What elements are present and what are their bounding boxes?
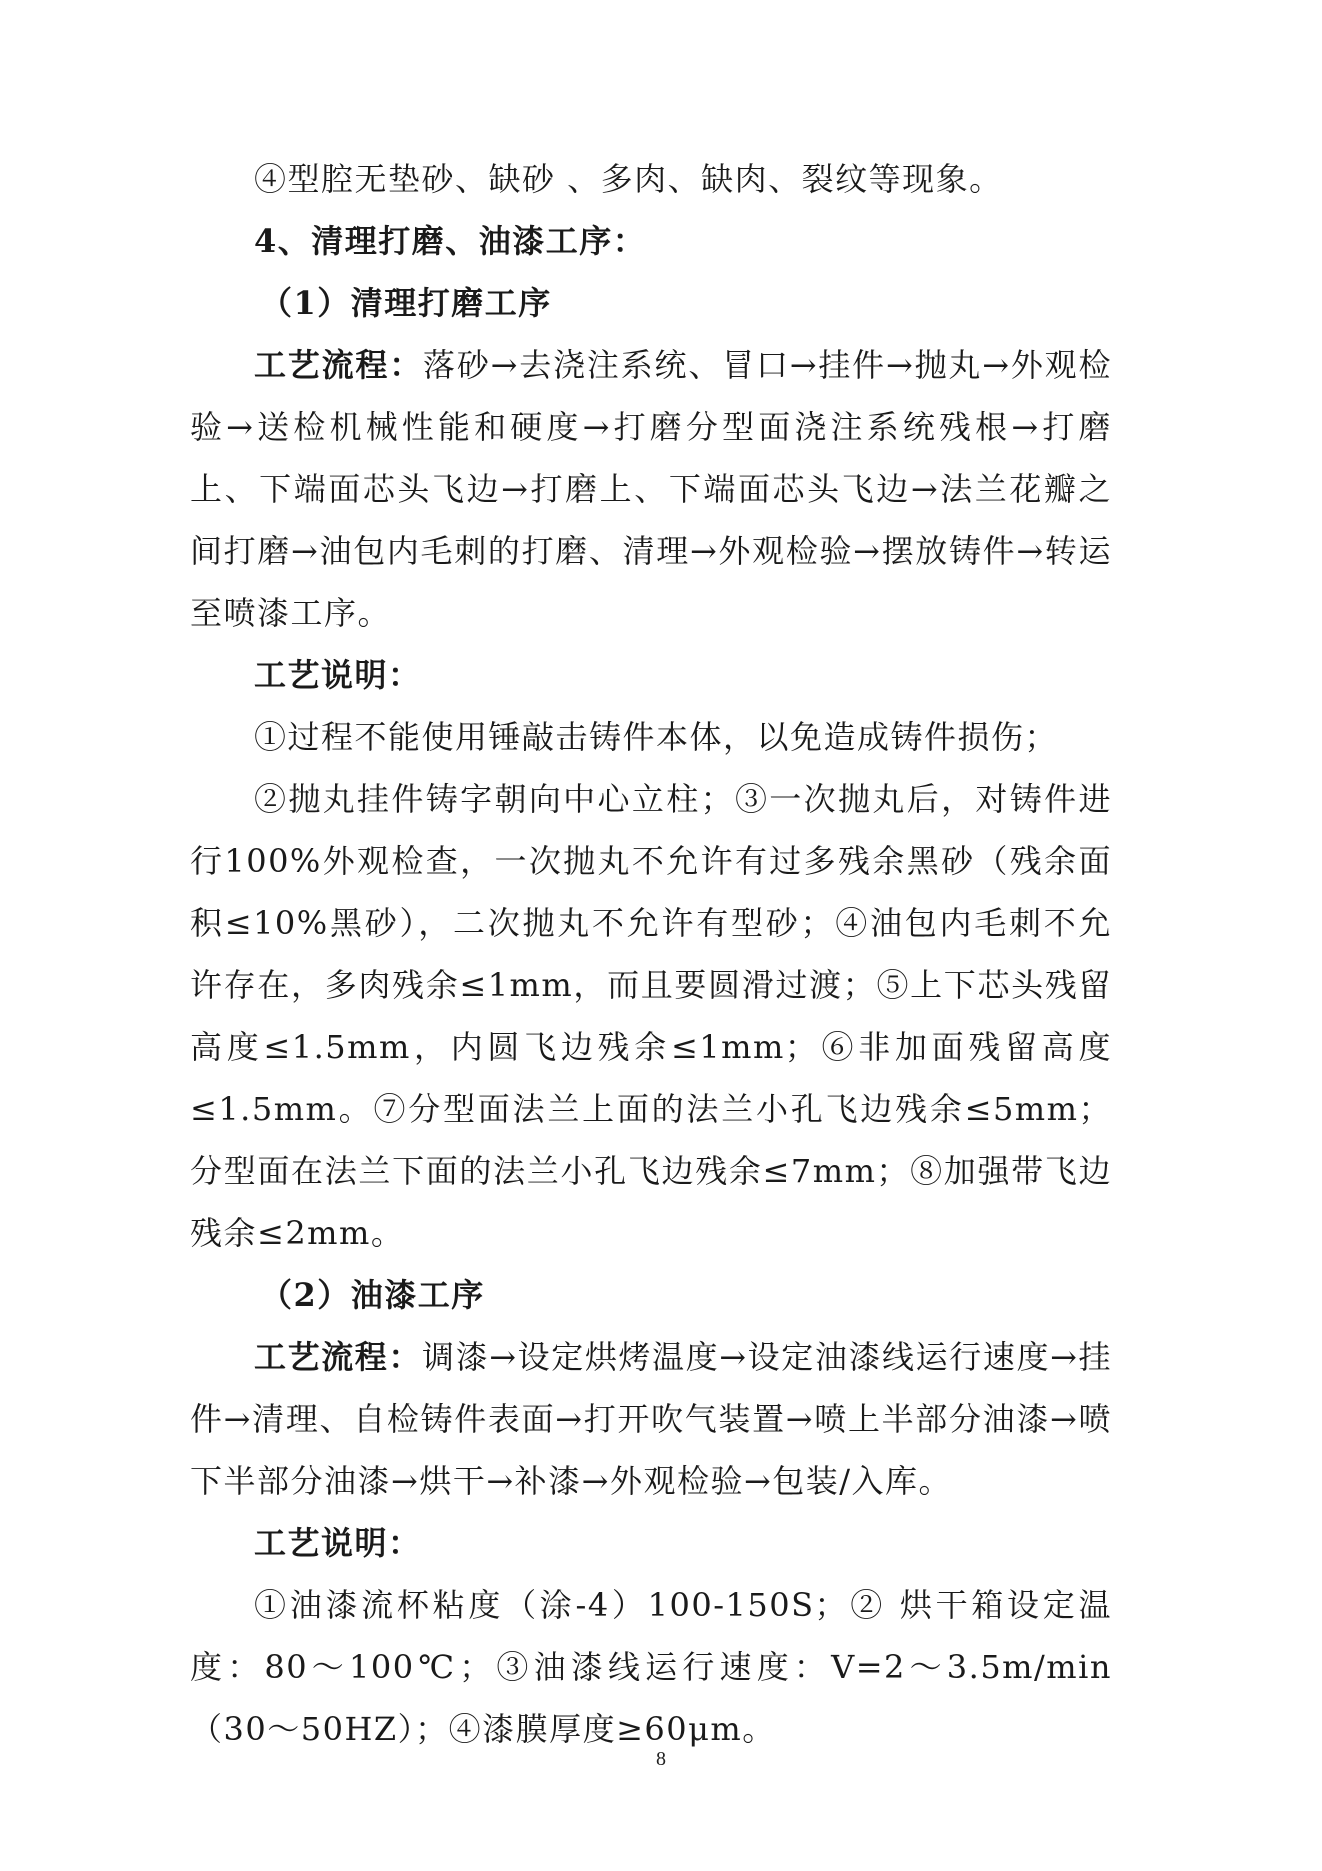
process-flow-label: 工艺流程： xyxy=(254,346,424,384)
subsection-2-heading: （2）油漆工序 xyxy=(260,1276,485,1314)
document-body xyxy=(190,148,1112,1760)
process-flow-label: 工艺流程： xyxy=(254,1338,423,1376)
subsection-1-process-flow xyxy=(190,334,1112,644)
section-4-heading: 4、清理打磨、油漆工序： xyxy=(254,222,647,260)
process-flow-text: 调漆→设定烘烤温度→设定油漆线运行速度→挂件→清理、自检铸件表面→打开吹气装置→喷上半部分油漆→喷下半部分油漆→烘干→补漆→外观检验→包装/入库。 xyxy=(190,1338,1112,1500)
subsection-1-note-2: ②抛丸挂件铸字朝向中心立柱；③一次抛丸后，对铸件进行100%外观检查，一次抛丸不允许有过多残余黑砂（残余面积≤10%黑砂），二次抛丸不允许有型砂；④油包内毛刺不允许存在，多肉残余≤1mm，而且要圆滑过渡；⑤上下芯头残留高度≤1.5mm，内圆飞边残余≤1mm；⑥非加面残留高度≤1.5mm。⑦分型面法兰上面的法兰小孔飞边残余≤5mm；分型面在法兰下面的法兰小孔飞边残余≤7mm；⑧加强带飞边残余≤2mm。 xyxy=(190,780,1112,1252)
paragraph-defects-item-4: ④型腔无垫砂、缺砂 、多肉、缺肉、裂纹等现象。 xyxy=(254,160,1003,198)
subsection-1-heading: （1）清理打磨工序 xyxy=(260,284,552,322)
page-number: 8 xyxy=(656,1748,666,1770)
subsection-2-process-flow xyxy=(190,1326,1112,1512)
subsection-2-note-1: ①油漆流杯粘度（涂-4）100-150S；② 烘干箱设定温度：80～100℃；③油漆线运行速度：V=2～3.5m/min（30～50HZ）；④漆膜厚度≥60μm。 xyxy=(190,1586,1112,1748)
subsection-2-notes-label: 工艺说明： xyxy=(254,1524,422,1562)
subsection-1-notes-label: 工艺说明： xyxy=(254,656,422,694)
process-flow-text: 落砂→去浇注系统、冒口→挂件→抛丸→外观检验→送检机械性能和硬度→打磨分型面浇注系统残根→打磨上、下端面芯头飞边→打磨上、下端面芯头飞边→法兰花瓣之间打磨→油包内毛刺的打磨、清理→外观检验→摆放铸件→转运至喷漆工序。 xyxy=(190,346,1112,632)
subsection-1-note-1: ①过程不能使用锤敲击铸件本体，以免造成铸件损伤； xyxy=(254,718,1059,756)
